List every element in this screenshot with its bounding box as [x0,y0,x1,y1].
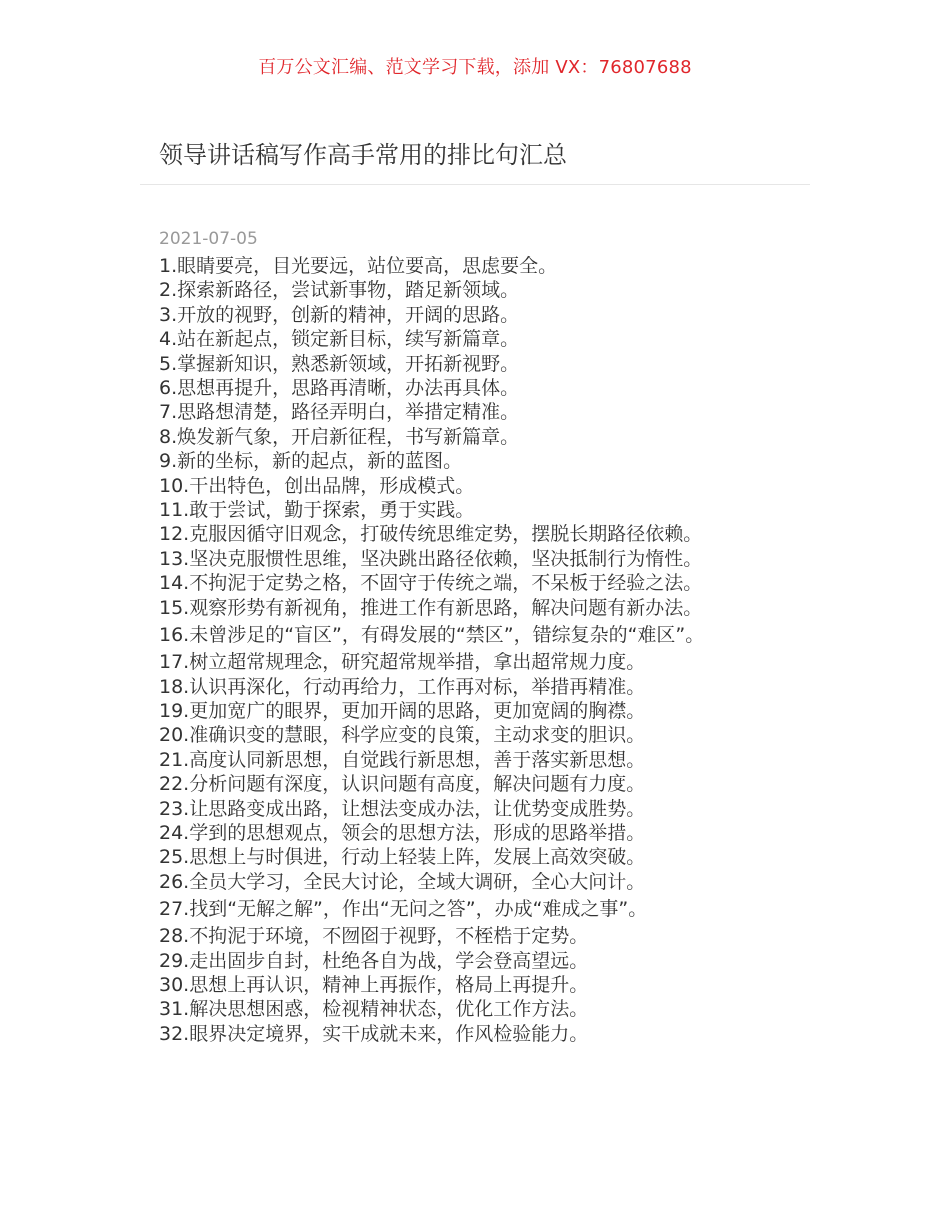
list-item: 28.不拘泥于环境，不囫囵于视野，不桎梏于定势。 [159,925,589,948]
list-item: 31.解决思想困惑，检视精神状态，优化工作方法。 [159,998,589,1021]
list-item: 5.掌握新知识，熟悉新领域，开拓新视野。 [159,352,520,375]
list-item: 32.眼界决定境界，实干成就未来，作风检验能力。 [159,1022,589,1045]
list-item: 15.观察形势有新视角，推进工作有新思路，解决问题有新办法。 [159,596,703,619]
title-divider [140,184,810,185]
list-item: 29.走出固步自封，杜绝各自为战，学会登高望远。 [159,949,589,972]
list-item: 27.找到“无解之解”，作出“无问之答”，办成“难成之事”。 [159,898,648,921]
list-item: 25.思想上与时俱进，行动上轻装上阵，发展上高效突破。 [159,846,646,869]
list-item: 23.让思路变成出路，让想法变成办法，让优势变成胜势。 [159,797,646,820]
list-item: 24.学到的思想观点，领会的思想方法，形成的思路举措。 [159,821,646,844]
article-title: 领导讲话稿写作高手常用的排比句汇总 [159,141,567,169]
list-item: 3.开放的视野，创新的精神，开阔的思路。 [159,303,520,326]
list-item: 20.准确识变的慧眼，科学应变的良策，主动求变的胆识。 [159,724,646,747]
list-item: 11.敢于尝试，勤于探索，勇于实践。 [159,499,475,522]
list-item: 9.新的坐标，新的起点，新的蓝图。 [159,450,463,473]
list-item: 17.树立超常规理念，研究超常规举措，拿出超常规力度。 [159,651,646,674]
list-item: 1.眼睛要亮，目光要远，站位要高，思虑要全。 [159,255,558,277]
list-item: 2.探索新路径，尝试新事物，踏足新领域。 [159,279,520,302]
publish-date: 2021-07-05 [159,229,258,249]
list-item: 4.站在新起点，锁定新目标，续写新篇章。 [159,328,520,351]
list-item: 21.高度认同新思想，自觉践行新思想，善于落实新思想。 [159,748,646,771]
list-item: 30.思想上再认识，精神上再振作，格局上再提升。 [159,973,589,996]
list-item: 6.思想再提升，思路再清晰，办法再具体。 [159,377,520,400]
list-item: 10.干出特色，创出品牌，形成模式。 [159,474,475,497]
list-item: 16.未曾涉足的“盲区”，有碍发展的“禁区”，错综复杂的“难区”。 [159,624,705,647]
list-item: 7.思路想清楚，路径弄明白，举措定精准。 [159,401,520,424]
list-item: 22.分析问题有深度，认识问题有高度，解决问题有力度。 [159,773,646,796]
list-item: 19.更加宽广的眼界，更加开阔的思路，更加宽阔的胸襟。 [159,699,646,722]
list-item: 8.焕发新气象，开启新征程，书写新篇章。 [159,425,520,448]
sentence-list [159,254,799,1046]
watermark-banner: 百万公文汇编、范文学习下载，添加 VX：76807688 [258,57,692,78]
list-item: 13.坚决克服惯性思维，坚决跳出路径依赖，坚决抵制行为惰性。 [159,547,703,570]
list-item: 26.全员大学习，全民大讨论，全域大调研，全心大问计。 [159,870,646,893]
list-item: 18.认识再深化，行动再给力，工作再对标，举措再精准。 [159,675,646,698]
list-item: 12.克服因循守旧观念，打破传统思维定势，摆脱长期路径依赖。 [159,523,703,546]
list-item: 14.不拘泥于定势之格，不固守于传统之端，不呆板于经验之法。 [159,572,703,595]
